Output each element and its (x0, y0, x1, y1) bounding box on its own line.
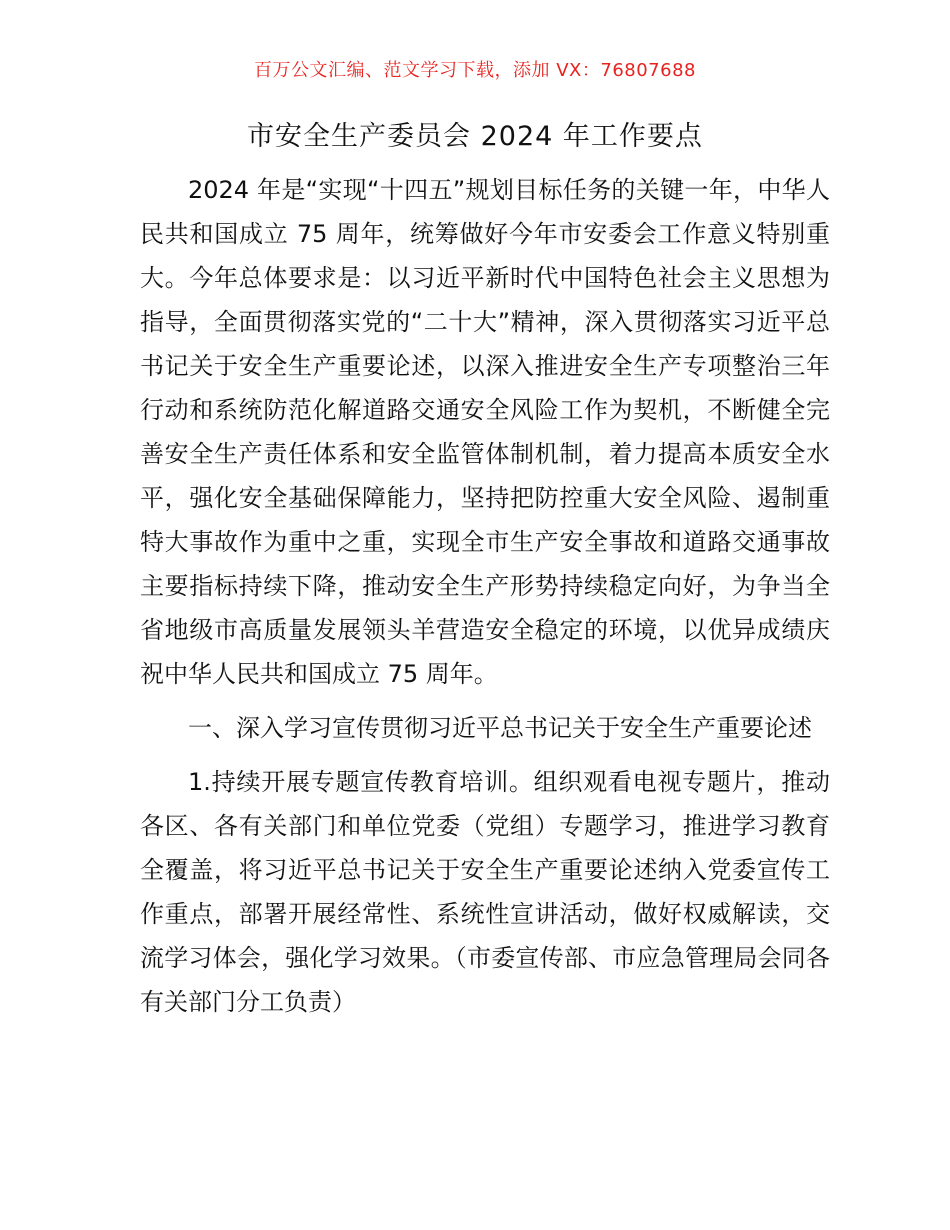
header-watermark-note: 百万公文汇编、范文学习下载，添加 VX：76807688 (254, 60, 696, 81)
item-paragraph-1: 1.持续开展专题宣传教育培训。组织观看电视专题片，推动各区、各有关部门和单位党委（党组）专题学习，推进学习教育全覆盖，将习近平总书记关于安全生产重要论述纳入党委宣传工作重点，部署开展经常性、系统性宣讲活动，做好权威解读，交流学习体会，强化学习效果。（市委宣传部、市应急管理局会同各有关部门分工负责） (140, 768, 830, 1016)
section-heading-1: 一、深入学习宣传贯彻习近平总书记关于安全生产重要论述 (188, 714, 812, 742)
document-title: 市安全生产委员会 2024 年工作要点 (247, 121, 703, 152)
intro-paragraph: 2024 年是“实现“十四五”规划目标任务的关键一年，中华人民共和国成立 75 周年，统筹做好今年市安委会工作意义特别重大。今年总体要求是：以习近平新时代中国特色社会主义思想为指导，全面贯彻落实党的“二十大”精神，深入贯彻落实习近平总书记关于安全生产重要论述，以深入推进安全生产专项整治三年行动和系统防范化解道路交通安全风险工作为契机，不断健全完善安全生产责任体系和安全监管体制机制，着力提高本质安全水平，强化安全基础保障能力，坚持把防控重大安全风险、遏制重特大事故作为重中之重，实现全市生产安全事故和道路交通事故主要指标持续下降，推动安全生产形势持续稳定向好，为争当全省地级市高质量发展领头羊营造安全稳定的环境，以优异成绩庆祝中华人民共和国成立 75 周年。 (140, 176, 830, 688)
document-body (140, 168, 830, 1024)
